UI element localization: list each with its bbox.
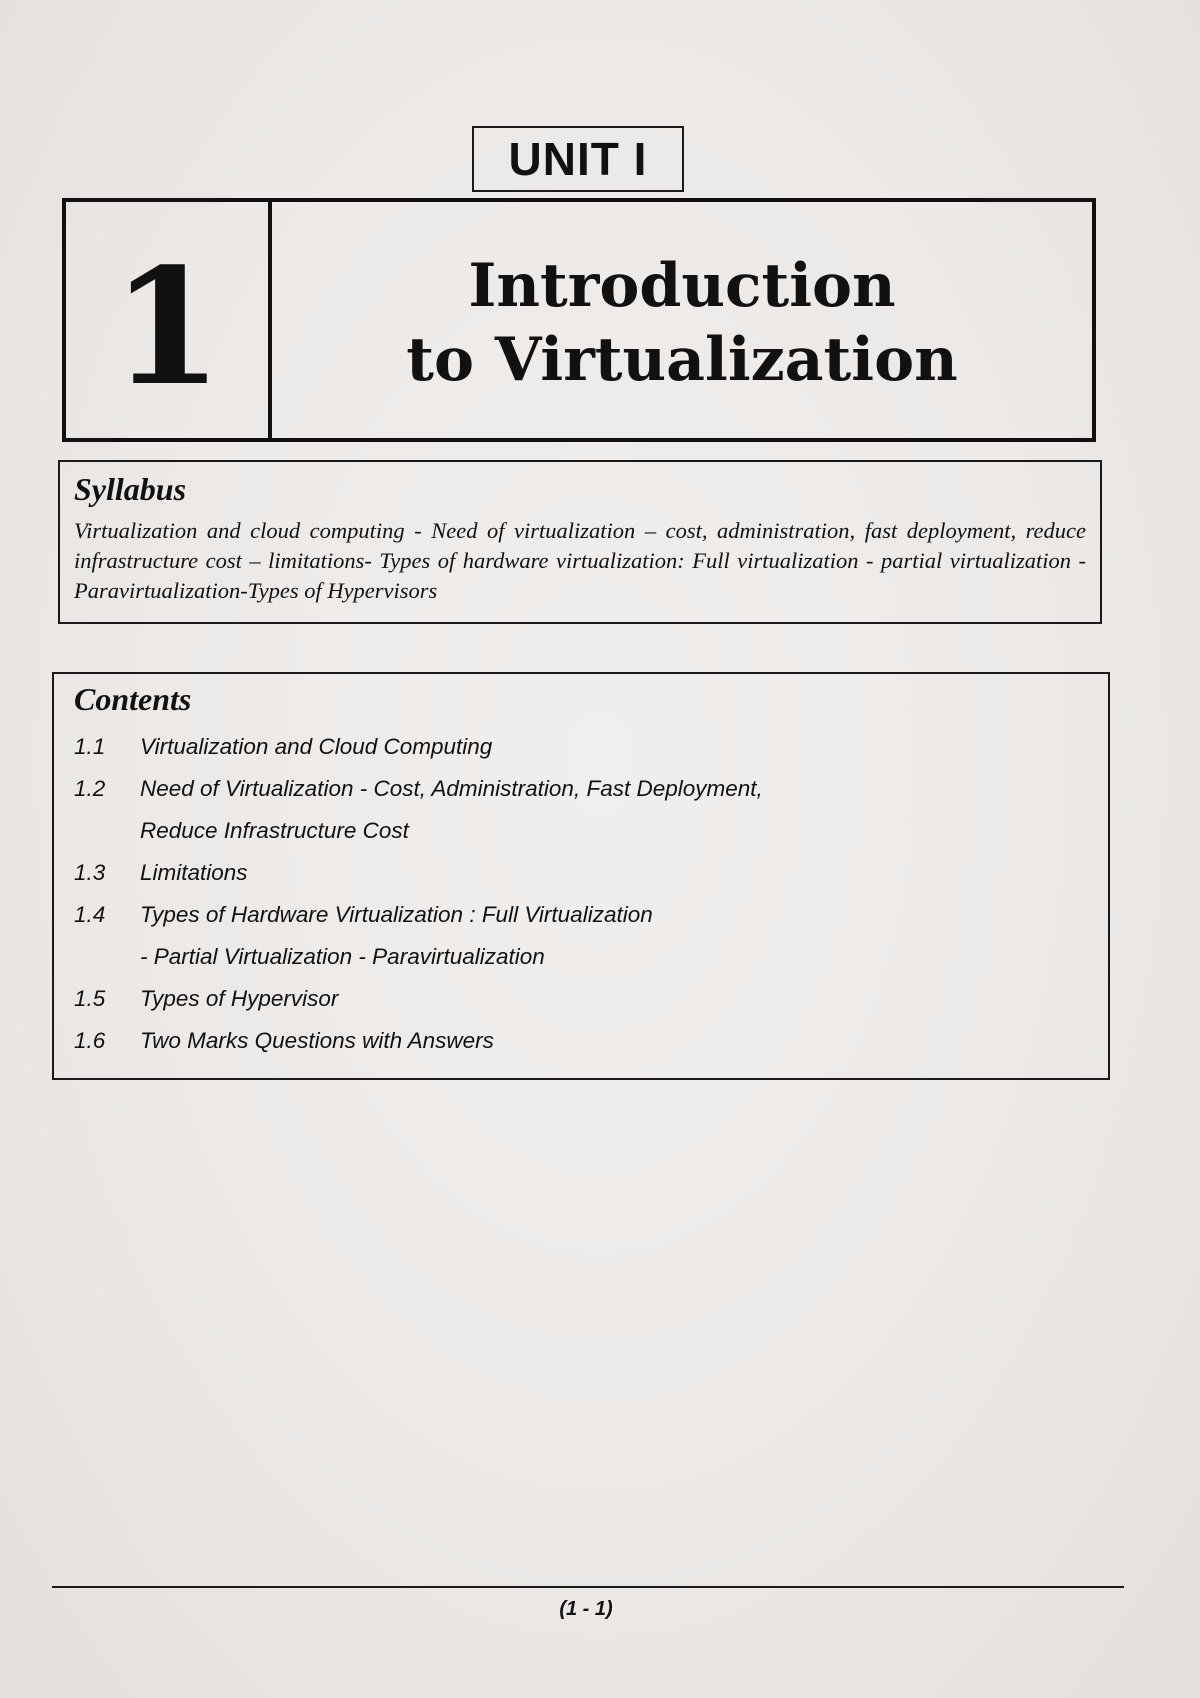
chapter-title-line-1: Introduction xyxy=(468,251,896,321)
contents-item xyxy=(74,768,1094,810)
contents-item xyxy=(74,852,1094,894)
contents-item xyxy=(74,726,1094,768)
contents-item-title: Types of Hypervisor xyxy=(140,986,339,1011)
contents-item-number: 1.6 xyxy=(74,1028,106,1053)
footer-rule xyxy=(52,1586,1124,1588)
contents-item xyxy=(74,1020,1094,1062)
chapter-number: 1 xyxy=(111,233,223,421)
unit-label-box xyxy=(472,126,684,192)
contents-item-number: 1.4 xyxy=(74,902,106,927)
contents-item-number: 1.3 xyxy=(74,860,106,885)
contents-item-title: Virtualization and Cloud Computing xyxy=(140,734,493,759)
unit-label: UNIT I xyxy=(508,133,648,185)
contents-item-title-continuation: Reduce Infrastructure Cost xyxy=(140,818,409,843)
contents-item-number: 1.2 xyxy=(74,776,106,801)
contents-item-title-continuation: - Partial Virtualization - Paravirtualization xyxy=(140,944,545,969)
chapter-number-cell xyxy=(66,202,272,438)
page-number: (1 - 1) xyxy=(559,1598,613,1620)
contents-item-continuation xyxy=(74,810,1094,852)
contents-section xyxy=(52,672,1110,1080)
contents-item-title: Two Marks Questions with Answers xyxy=(140,1028,494,1053)
contents-item-number: 1.5 xyxy=(74,986,106,1011)
contents-item xyxy=(74,894,1094,936)
chapter-title-line-2: to Virtualization xyxy=(406,325,958,395)
contents-heading: Contents xyxy=(74,681,192,717)
contents-item-title: Need of Virtualization - Cost, Administration, Fast Deployment, xyxy=(140,776,763,801)
chapter-header xyxy=(62,198,1096,442)
contents-item-continuation xyxy=(74,936,1094,978)
contents-item-title: Limitations xyxy=(140,860,248,885)
syllabus-section xyxy=(58,460,1102,624)
syllabus-text: Virtualization and cloud computing - Need of virtualization – cost, administration, fast deployment, reduce infrastructure cost – limitations- Types of hardware virtualization: Full virtualization - partial virtualization - Paravirtualization-Types of Hypervisors xyxy=(74,518,1086,603)
contents-list xyxy=(74,726,1094,1062)
chapter-title xyxy=(272,202,1092,438)
syllabus-heading: Syllabus xyxy=(74,471,187,507)
contents-item-title: Types of Hardware Virtualization : Full Virtualization xyxy=(140,902,653,927)
contents-item-number: 1.1 xyxy=(74,734,106,759)
contents-item xyxy=(74,978,1094,1020)
